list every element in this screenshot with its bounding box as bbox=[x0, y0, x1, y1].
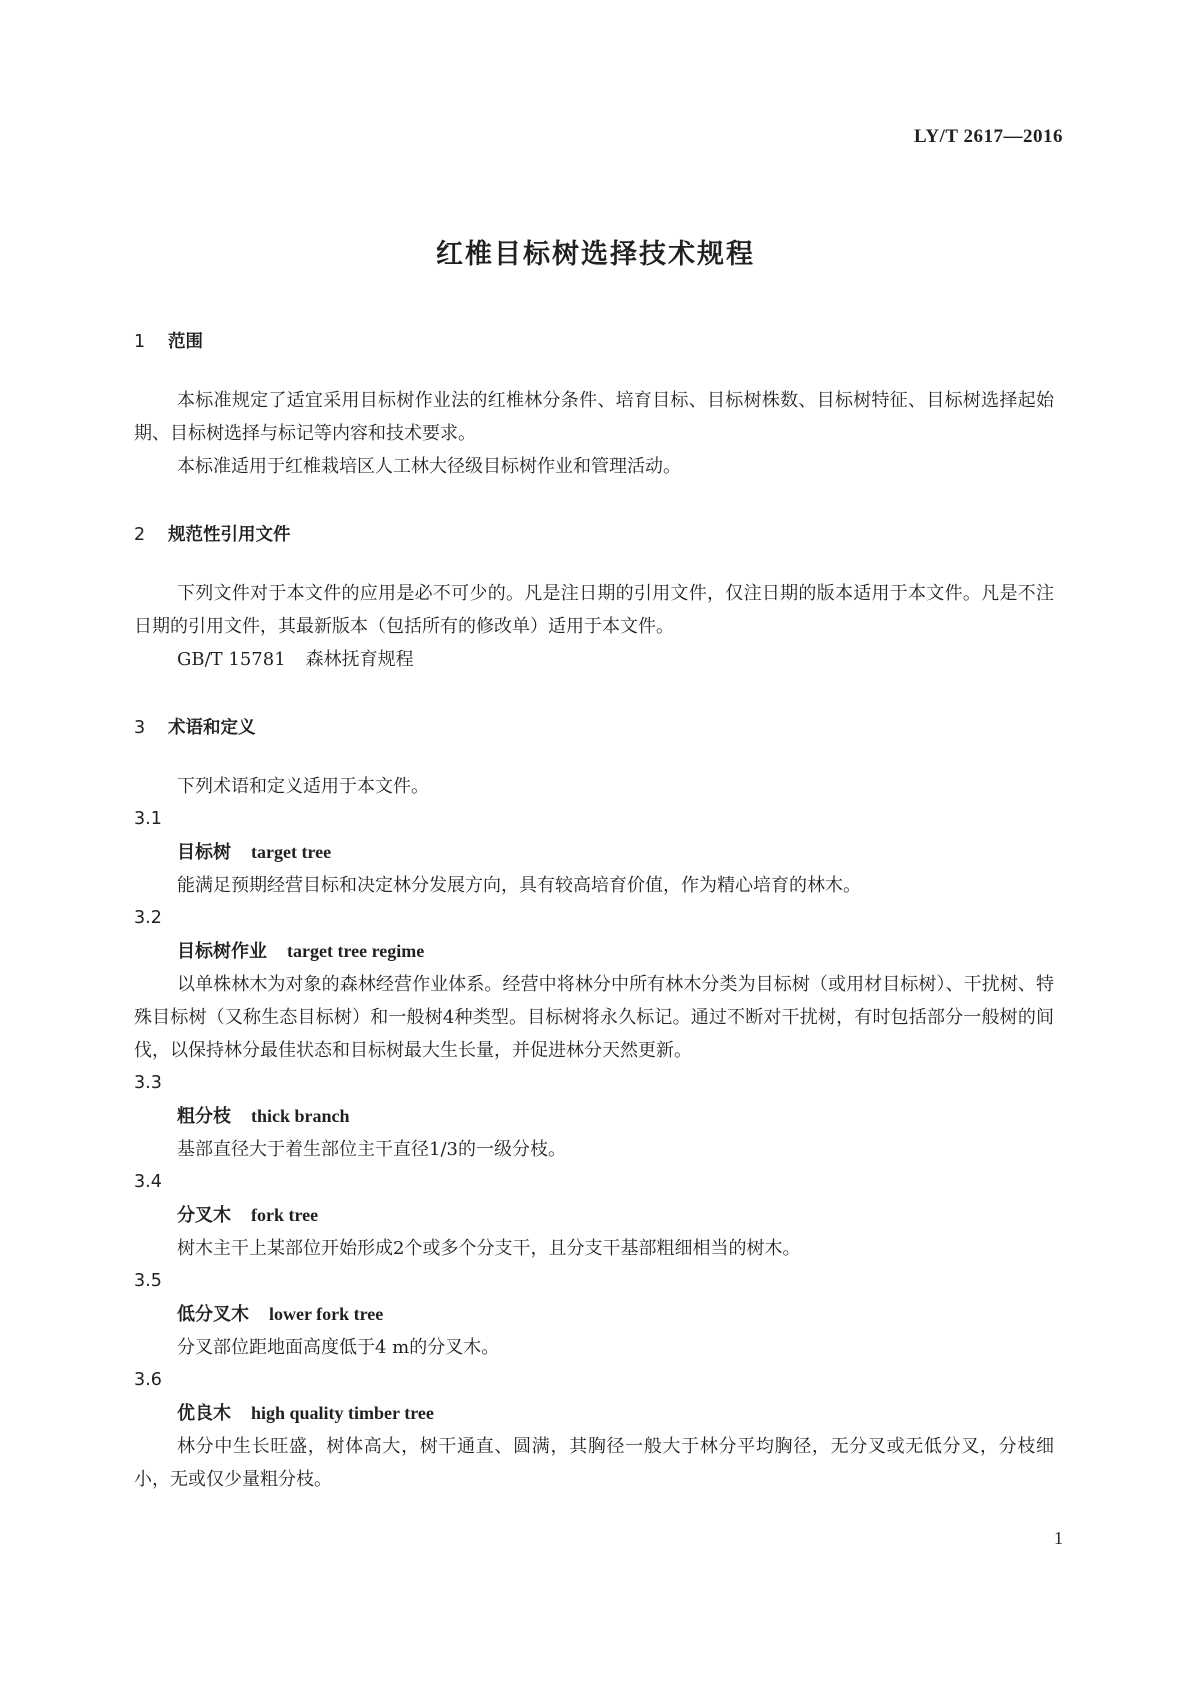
term-zh: 优良木 bbox=[177, 1403, 231, 1424]
page-number: 1 bbox=[1054, 1528, 1063, 1548]
normative-reference bbox=[134, 643, 1054, 676]
section-heading bbox=[134, 330, 1054, 354]
section-number: 2 bbox=[134, 525, 146, 545]
term-zh: 目标树作业 bbox=[177, 941, 267, 962]
term-definition: 林分中生长旺盛，树体高大，树干通直、圆满，其胸径一般大于林分平均胸径，无分叉或无低分叉，分枝细小，无或仅少量粗分枝。 bbox=[134, 1436, 1054, 1490]
term-en: fork tree bbox=[251, 1205, 319, 1225]
term-entry bbox=[134, 1364, 1054, 1496]
term-number: 3.3 bbox=[134, 1073, 162, 1093]
term-title bbox=[134, 1298, 1054, 1331]
term-zh: 目标树 bbox=[177, 842, 231, 863]
reference-title: 森林抚育规程 bbox=[305, 649, 414, 670]
section-title: 规范性引用文件 bbox=[168, 525, 291, 545]
term-number: 3.5 bbox=[134, 1271, 162, 1291]
term-entry bbox=[134, 803, 1054, 902]
section-title: 术语和定义 bbox=[168, 718, 256, 738]
term-definition: 能满足预期经营目标和决定林分发展方向，具有较高培育价值，作为精心培育的林木。 bbox=[177, 875, 861, 896]
term-en: lower fork tree bbox=[269, 1304, 384, 1324]
term-title bbox=[134, 935, 1054, 968]
section-heading bbox=[134, 716, 1054, 740]
section-number: 1 bbox=[134, 332, 146, 352]
section-heading bbox=[134, 523, 1054, 547]
term-title bbox=[134, 1100, 1054, 1133]
term-en: target tree bbox=[251, 842, 332, 862]
paragraph: 下列术语和定义适用于本文件。 bbox=[177, 776, 429, 797]
term-title bbox=[134, 1199, 1054, 1232]
term-number: 3.6 bbox=[134, 1370, 162, 1390]
reference-code: GB/T 15781 bbox=[177, 649, 286, 670]
term-definition: 分叉部位距地面高度低于4 m的分叉木。 bbox=[177, 1337, 500, 1358]
term-definition: 树木主干上某部位开始形成2个或多个分支干，且分支干基部粗细相当的树木。 bbox=[177, 1238, 801, 1259]
document-body bbox=[134, 330, 1054, 1496]
term-title bbox=[134, 836, 1054, 869]
term-en: target tree regime bbox=[287, 941, 425, 961]
term-definition: 以单株林木为对象的森林经营作业体系。经营中将林分中所有林木分类为目标树（或用材目标树）、干扰树、特殊目标树（又称生态目标树）和一般树4种类型。目标树将永久标记。通过不断对干扰树，有时包括部分一般树的间伐，以保持林分最佳状态和目标树最大生长量，并促进林分天然更新。 bbox=[134, 974, 1054, 1061]
term-definition: 基部直径大于着生部位主干直径1/3的一级分枝。 bbox=[177, 1139, 566, 1160]
term-number: 3.4 bbox=[134, 1172, 162, 1192]
term-title bbox=[134, 1397, 1054, 1430]
document-title: 红椎目标树选择技术规程 bbox=[436, 239, 755, 270]
paragraph: 本标准适用于红椎栽培区人工林大径级目标树作业和管理活动。 bbox=[177, 456, 681, 477]
term-entry bbox=[134, 1265, 1054, 1364]
section-title: 范围 bbox=[168, 332, 203, 352]
term-number: 3.1 bbox=[134, 809, 162, 829]
term-entry bbox=[134, 1166, 1054, 1265]
document-code: LY/T 2617—2016 bbox=[913, 126, 1063, 147]
term-number: 3.2 bbox=[134, 908, 162, 928]
term-zh: 分叉木 bbox=[177, 1205, 231, 1226]
term-en: high quality timber tree bbox=[251, 1403, 434, 1423]
term-entry bbox=[134, 902, 1054, 1067]
section-number: 3 bbox=[134, 718, 146, 738]
term-entry bbox=[134, 1067, 1054, 1166]
term-zh: 粗分枝 bbox=[177, 1106, 231, 1127]
paragraph: 本标准规定了适宜采用目标树作业法的红椎林分条件、培育目标、目标树株数、目标树特征、目标树选择起始期、目标树选择与标记等内容和技术要求。 bbox=[134, 390, 1054, 444]
paragraph: 下列文件对于本文件的应用是必不可少的。凡是注日期的引用文件，仅注日期的版本适用于本文件。凡是不注日期的引用文件，其最新版本（包括所有的修改单）适用于本文件。 bbox=[134, 583, 1054, 637]
term-zh: 低分叉木 bbox=[177, 1304, 249, 1325]
term-en: thick branch bbox=[251, 1106, 350, 1126]
